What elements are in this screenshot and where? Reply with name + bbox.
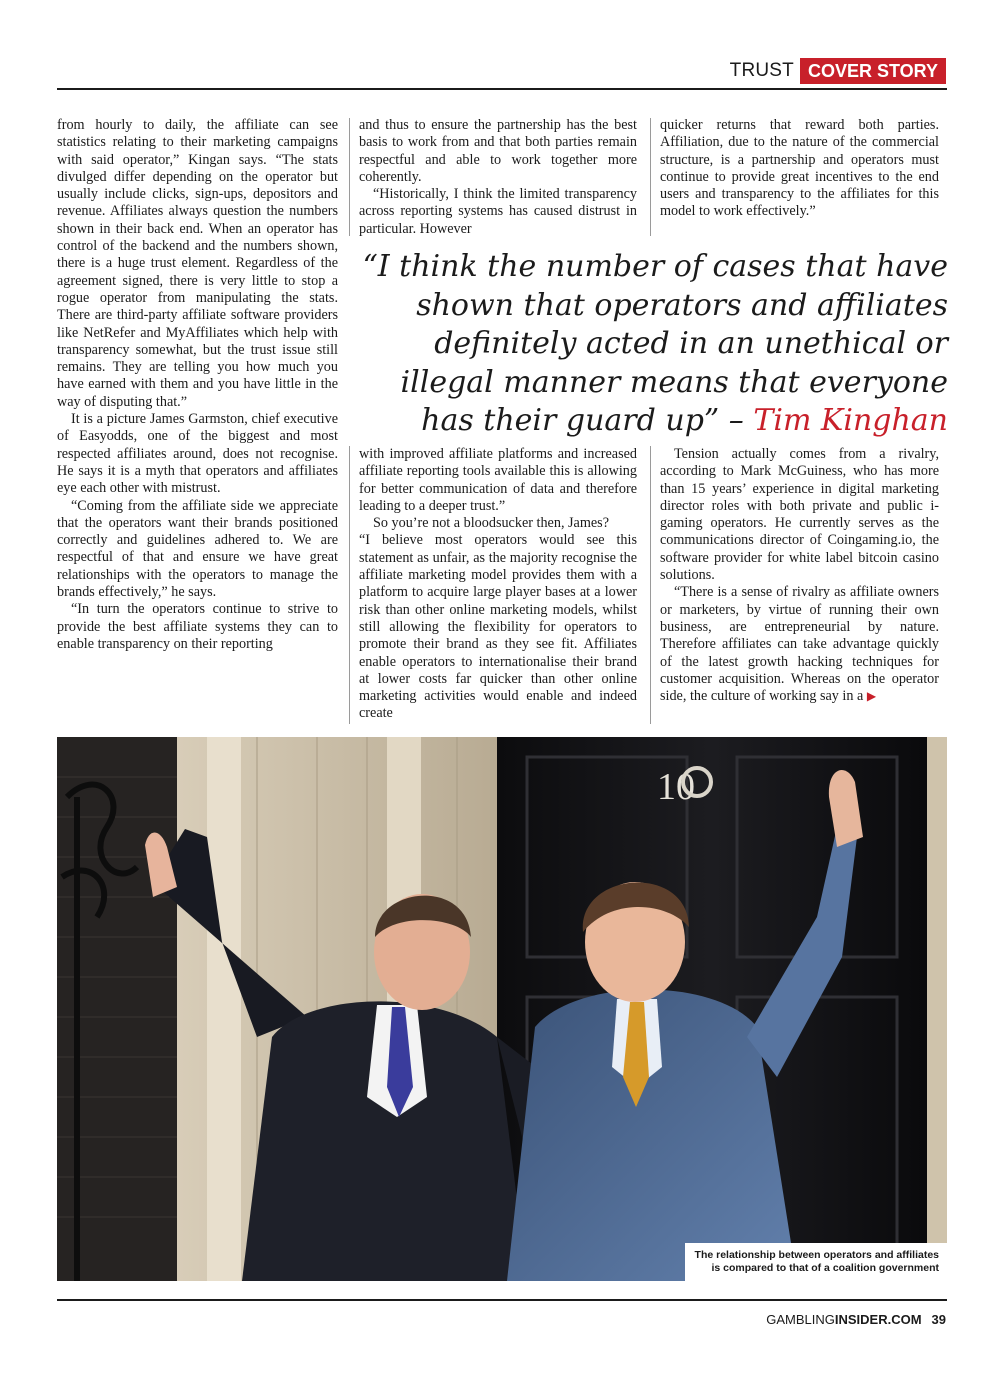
section-label: TRUST bbox=[729, 60, 794, 81]
body-column-2-top bbox=[359, 117, 637, 238]
photo bbox=[57, 737, 947, 1281]
paragraph: quicker returns that reward both parties. Affiliation, due to the nature of the commercial structure, is a partnership and operators must continue to provide great incentives to the end users and transparency to the affiliates for this model to work effectively.” bbox=[660, 117, 939, 220]
page-footer bbox=[766, 1312, 946, 1327]
cover-story-tag: COVER STORY bbox=[800, 58, 946, 84]
paragraph: with improved affiliate platforms and increased affiliate reporting tools available this is allowing for better communication of data and therefore leading to a deeper trust.” bbox=[359, 446, 637, 514]
door-number: 10 bbox=[657, 766, 695, 808]
publication-name: GAMBLINGINSIDER.COM bbox=[766, 1312, 922, 1327]
header-rule bbox=[57, 88, 947, 90]
body-column-2-bottom bbox=[359, 446, 637, 723]
body-column-1 bbox=[57, 117, 338, 653]
column-divider-2 bbox=[650, 118, 651, 236]
photo-illustration bbox=[57, 737, 947, 1281]
body-column-3-top bbox=[660, 117, 939, 221]
body-column-3-bottom bbox=[660, 446, 939, 705]
paragraph: “Historically, I think the limited transparency across reporting systems has caused distrust in particular. However bbox=[359, 186, 637, 237]
pull-quote-dash: – bbox=[719, 403, 754, 438]
paragraph: from hourly to daily, the affiliate can see statistics relating to their marketing campaigns with said operator,” Kingan says. “The stats divulged differ depending on the operator but usually include clicks, sign-ups, depositors and revenue. Affiliates always question the numbers shown in their back end. When an operator has control of the backend and the numbers shown, there is a huge trust element. Regardless of the agreement signed, there is very little to stop a rogue operator from manipulating the stats. There are third-party affiliate software providers like NetRefer and MyAffiliates which help with transparency somewhat, but the trust issue still remains. They are telling you how much you have earned with them and you have little in the way of disputing that.” bbox=[57, 117, 338, 410]
photo-caption bbox=[685, 1243, 947, 1281]
caption-line: is compared to that of a coalition government bbox=[711, 1262, 939, 1274]
column-divider-3 bbox=[349, 446, 350, 724]
page-number: 39 bbox=[931, 1312, 946, 1327]
section-header bbox=[730, 58, 946, 84]
pull-quote-text: “I think the number of cases that have shown that operators and affiliates definitely acted in an unethical or illegal manner means that everyone has their guard up” bbox=[362, 249, 948, 438]
paragraph: Tension actually comes from a rivalry, according to Mark McGuiness, who has more than 15 years’ experience in digital marketing director roles with both private and public i-gaming operators. He currently serves as the communications director of Coingaming.io, the software provider for white label bitcoin casino solutions. bbox=[660, 446, 939, 584]
caption-line: The relationship between operators and affiliates bbox=[694, 1249, 939, 1261]
paragraph: “I believe most operators would see this statement as unfair, as the majority recognise the affiliate marketing model provides them with a platform to acquire large player bases at a lower risk than other online marketing models, whilst still allowing the flexibility for operators to promote their brand as they see fit. Affiliates enable operators to internationalise their brand at lower costs far quicker than other online marketing activities would enable and indeed create bbox=[359, 532, 637, 722]
continue-arrow-icon: ▶ bbox=[866, 689, 877, 704]
paragraph: “Coming from the affiliate side we appreciate that the operators want their brands positioned correctly and guidelines adhered to. We are respectful of that and ensure we have great relationships with the operators to manage the brands effectively,” he says. bbox=[57, 497, 338, 601]
paragraph: and thus to ensure the partnership has the best basis to work from and that both parties remain respectful and able to work together more coherently. bbox=[359, 117, 637, 185]
column-divider-4 bbox=[650, 446, 651, 724]
column-divider-1 bbox=[349, 118, 350, 236]
paragraph: It is a picture James Garmston, chief executive of Easyodds, one of the biggest and most respected affiliates around, does not recognise. He says it is a myth that operators and affiliates eye each other with mistrust. bbox=[57, 411, 338, 497]
paragraph: “In turn the operators continue to strive to provide the best affiliate systems they can to enable transparency on their reporting bbox=[57, 601, 338, 652]
pull-quote bbox=[360, 248, 948, 441]
paragraph-text: “There is a sense of rivalry as affiliate owners or marketers, by virtue of running their own business, are entrepreneurial by nature. Therefore affiliates can take advantage quickly of the latest growth hacking techniques for customer acquisition. Whereas on the operator side, the culture of working say in a bbox=[660, 584, 939, 705]
paragraph: So you’re not a bloodsucker then, James? bbox=[373, 515, 610, 532]
paragraph bbox=[660, 584, 939, 705]
footer-rule bbox=[57, 1299, 947, 1301]
pull-quote-attribution: Tim Kinghan bbox=[753, 403, 948, 438]
